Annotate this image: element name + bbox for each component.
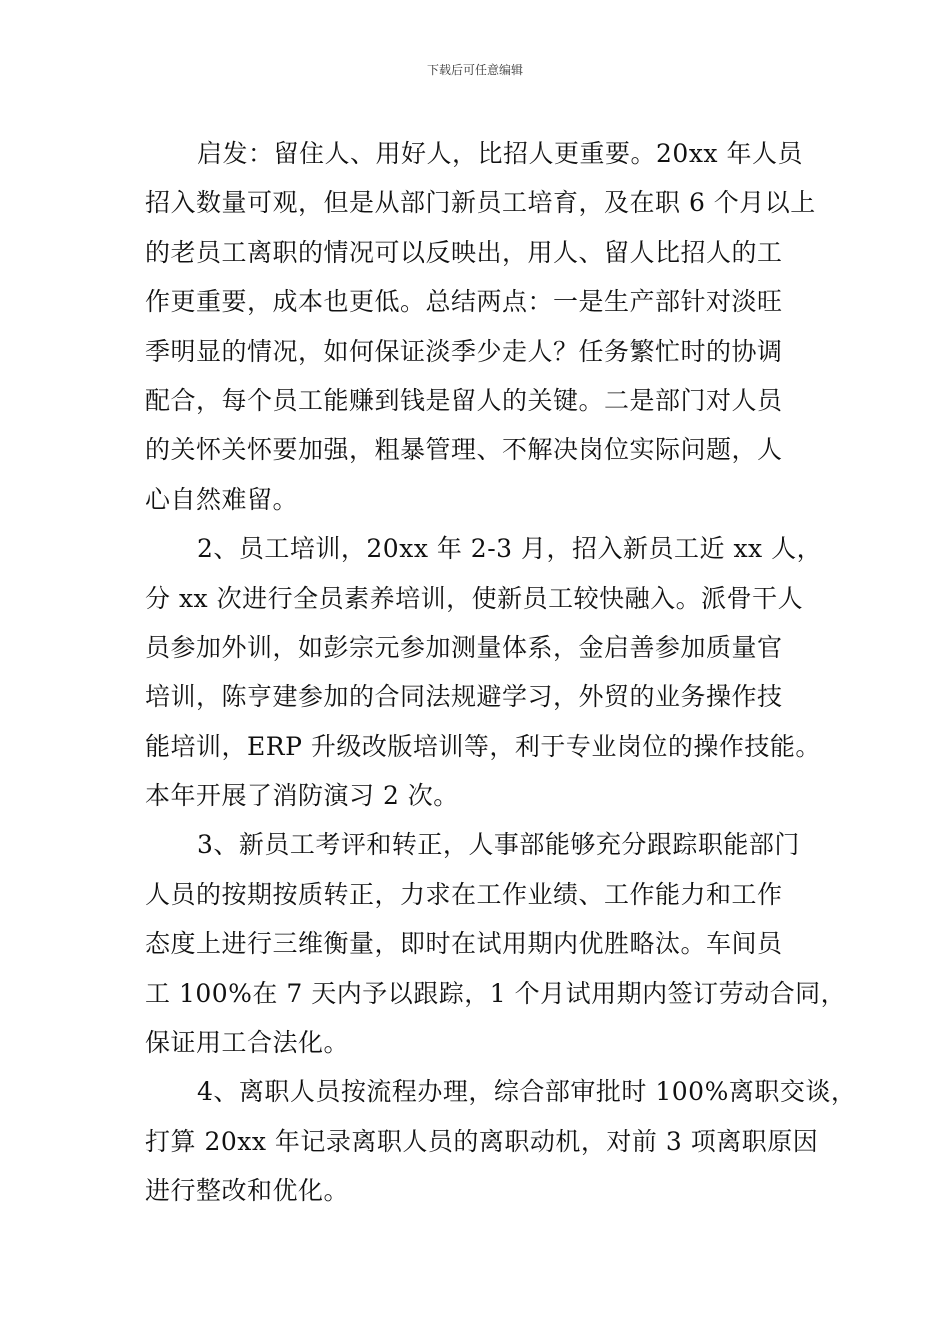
text-line: 的关怀关怀要加强，粗暴管理、不解决岗位实际问题，人	[145, 435, 783, 465]
text-line: 2、员工培训，20xx 年 2-3 月，招入新员工近 xx 人，	[197, 534, 823, 564]
text-line: 的老员工离职的情况可以反映出，用人、留人比招人的工	[145, 237, 783, 267]
paragraph-inspiration	[145, 129, 816, 524]
text-line: 心自然难留。	[145, 484, 299, 514]
text-line: 打算 20xx 年记录离职人员的离职动机，对前 3 项离职原因	[145, 1126, 819, 1156]
text-line: 4、离职人员按流程办理，综合部审批时 100%离职交谈，	[197, 1077, 857, 1107]
text-line: 培训，陈亨建参加的合同法规避学习，外贸的业务操作技	[145, 682, 783, 712]
text-line: 配合，每个员工能赚到钱是留人的关键。二是部门对人员	[145, 385, 783, 415]
text-line: 招入数量可观，但是从部门新员工培育，及在职 6 个月以上	[145, 188, 816, 218]
text-line: 能培训，ERP 升级改版培训等，利于专业岗位的操作技能。	[145, 731, 821, 761]
text-line: 态度上进行三维衡量，即时在试用期内优胜略汰。车间员	[145, 929, 783, 959]
text-line: 员参加外训，如彭宗元参加测量体系，金启善参加质量官	[145, 632, 783, 662]
text-line: 工 100%在 7 天内予以跟踪，1 个月试用期内签订劳动合同，	[145, 978, 847, 1008]
text-line: 进行整改和优化。	[145, 1176, 350, 1206]
paragraph-evaluation	[145, 820, 847, 1067]
text-line: 季明显的情况，如何保证淡季少走人？任务繁忙时的协调	[145, 336, 783, 366]
document-body	[145, 129, 857, 1216]
text-line: 分 xx 次进行全员素养培训，使新员工较快融入。派骨干人	[145, 583, 804, 613]
text-line: 作更重要，成本也更低。总结两点：一是生产部针对淡旺	[145, 287, 783, 317]
text-line: 保证用工合法化。	[145, 1028, 350, 1058]
text-line: 人员的按期按质转正，力求在工作业绩、工作能力和工作	[145, 879, 783, 909]
paragraph-training	[145, 524, 823, 820]
page-header-note: 下载后可任意编辑	[426, 63, 523, 77]
text-line: 本年开展了消防演习 2 次。	[145, 781, 459, 811]
text-line: 3、新员工考评和转正，人事部能够充分跟踪职能部门	[197, 830, 800, 860]
paragraph-resignation	[145, 1067, 857, 1215]
text-line: 启发：留住人、用好人，比招人更重要。20xx 年人员	[197, 139, 803, 168]
